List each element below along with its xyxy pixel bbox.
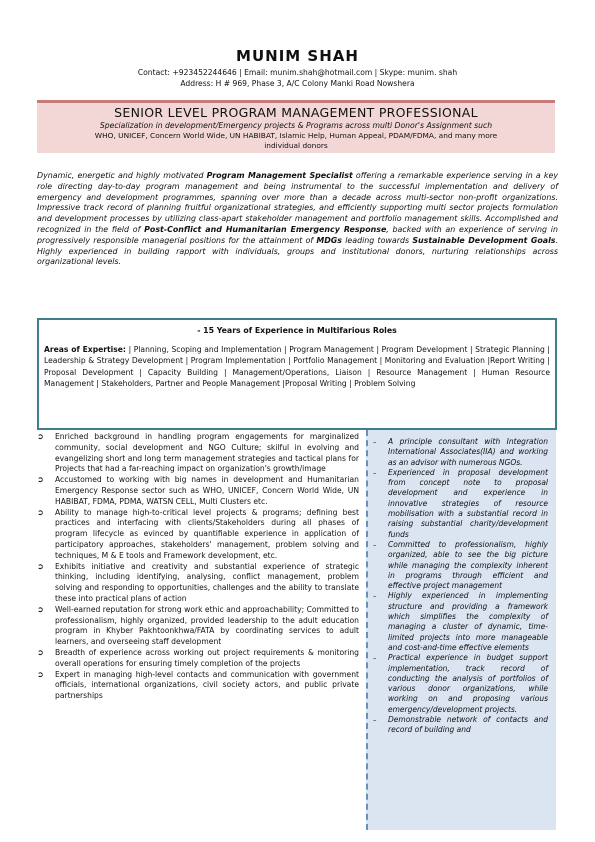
bullet-text: Accustomed to working with big names in development and Humanitarian Emergency Response sector such as WHO, UNICEF, Concern World Wide, UN HABIBAT, FDMA, PDMA, WATSN CELL, Multi Clusters etc. [55,475,359,506]
areas-of-expertise [44,344,550,389]
list-item [373,653,548,715]
headline-box [37,100,555,153]
list-item [37,508,359,562]
bullet-text: Experienced in proposal development from concept note to proposal development and experience in innovative strategies of resource mobilisation with a substantial record in raising substantial charity/development funds [388,467,548,539]
summary-text: , backed with an experience of serving in progressively responsible managerial positions for the attainment of [37,224,558,245]
arrow-bullet-icon: ➲ [37,475,44,485]
arrow-bullet-icon: ➲ [37,561,44,571]
headline-donors: WHO, UNICEF, Concern World Wide, UN HABIBAT, Islamic Help, Human Appeal, PDAM/FDMA, and many more individual donors [94,131,498,150]
bullet-text: Enriched background in handling program engagements for marginalized community, social development and NGO Culture; skilful in evolving and evangelizing short and long term management strategies and tactical plans for Projects that had a far-reaching impact on organization's growth/image [55,432,359,474]
right-bullet-list [373,437,548,736]
list-item [37,432,359,475]
areas-text: | Planning, Scoping and Implementation | Program Management | Program Development | Strategic Planning | Leadership & Strategy Development | Program Implementation | Portfolio Management | Monitoring and Evaluation |Report Writing | Proposal Development | Capacity Building | Management/Operations, Liaison | Resource Management | Human Resource Management | Stakeholders, Partner and People Management |Proposal Writing | Problem Solving [44,345,550,388]
candidate-name: MUNIM SHAH [236,47,359,65]
list-item [373,539,548,591]
list-item [373,591,548,653]
right-highlight-column [366,430,556,830]
list-item [37,670,359,702]
summary-bold: Post-Conflict and Humanitarian Emergency Response [144,224,387,234]
list-item [373,715,548,736]
profile-summary [37,171,558,268]
bullet-text: Demonstrable network of contacts and record of building and [388,715,548,735]
dash-bullet-icon: – [373,540,377,549]
bullet-text: Well-earned reputation for strong work ethic and approachability; Committed to professionalism, highly organized, provided leadership to the adult education program in Khyber Pakhtoonkhwa/FATA by coordinating services to adult learners, and overseeing staff development [55,604,359,647]
experience-heading: - 15 Years of Experience in Multifarious Roles [197,326,397,335]
list-item [373,467,548,540]
summary-text: Dynamic, energetic and highly motivated [37,171,207,180]
bullet-text: Practical experience in budget support implementation, track record of conducting the analysis of portfolios of various donor organizations, while working on and proposing various emergency/development projects. [388,653,548,714]
summary-bold: Program Management Specialist [206,171,353,180]
bullet-text: Expert in managing high-level contacts and communication with government officials, international organizations, civil society actors, and public private partnerships [55,669,359,701]
bullet-text: Breadth of experience across working out project requirements & monitoring overall operations for ensuring timely completion of the projects [55,647,359,668]
bullet-text: Highly experienced in implementing structure and providing a framework which simplifies the complexity of managing a cluster of dynamic, time-limited projects into more manageable and cost-and-time effective elements [388,591,548,652]
contact-line: Contact: +923452244646 | Email: munim.shah@hotmail.com | Skype: munim. shah [137,68,458,77]
arrow-bullet-icon: ➲ [37,647,44,657]
dash-bullet-icon: – [373,654,377,663]
bullet-text: A principle consultant with Integration International Associates(IIA) and working as an advisor with numerous NGOs. [388,437,548,467]
summary-text: offering a remarkable experience serving in a key role directing day-to-day program management and being instrumental to the successful implementation and delivery of emergency and development programmes, spanning over more than a decade across multi-sector non-profit organizations. Impressive track record of planning fruitful organizational strategies, and efficiently supporting multi sector projects formulation and development processes by utilizing class-apart stakeholder management and portfolio management skills. Accomplished and recognized in the field of [37,171,558,234]
list-item [37,648,359,670]
arrow-bullet-icon: ➲ [37,604,44,614]
bullet-text: Committed to professionalism, highly organized, able to see the big picture while managing the complexity inherent in programs through efficient and effective project management [388,539,548,591]
dash-bullet-icon: – [373,592,377,601]
address-line: Address: H # 969, Phase 3, A/C Colony Manki Road Nowshera [180,79,415,88]
summary-bold: Sustainable Development Goals [412,235,556,245]
list-item [37,475,359,507]
areas-label: Areas of Expertise: [44,345,126,354]
summary-bold: MDGs [316,235,342,245]
bullet-text: Ability to manage high-to-critical level projects & programs; defining best practices and interfacing with clients/Stakeholders during all phases of program lifecycle as evinced by quantifiable experience in application of participatory approaches, stakeholders' management, problem solving and techniques, M & E tools and Framework development, etc. [55,507,359,560]
arrow-bullet-icon: ➲ [37,669,44,679]
left-bullet-list [37,432,359,702]
bullet-text: Exhibits initiative and creativity and substantial experience of strategic thinking, including identifying, analysing, conflict management, problem solving and responding to opportunities, challenges and the ability to translate these into practical plans of action [55,561,359,603]
headline-title: SENIOR LEVEL PROGRAM MANAGEMENT PROFESSIONAL [114,105,478,120]
experience-box [37,318,557,430]
arrow-bullet-icon: ➲ [37,432,44,441]
dash-bullet-icon: – [373,468,377,477]
list-item [37,562,359,605]
arrow-bullet-icon: ➲ [37,507,44,517]
headline-specialization: Specialization in development/Emergency projects & Programs across multi Donor's Assignment such [99,121,493,130]
summary-text: . Highly experienced in building rapport with individuals, groups and institutional donors, nurturing relationships across organizational levels. [37,235,558,267]
summary-text: leading towards [341,235,413,245]
dash-bullet-icon: – [373,716,377,725]
dash-bullet-icon: – [373,438,377,446]
contact-block [0,67,595,89]
list-item [373,437,548,468]
list-item [37,605,359,648]
